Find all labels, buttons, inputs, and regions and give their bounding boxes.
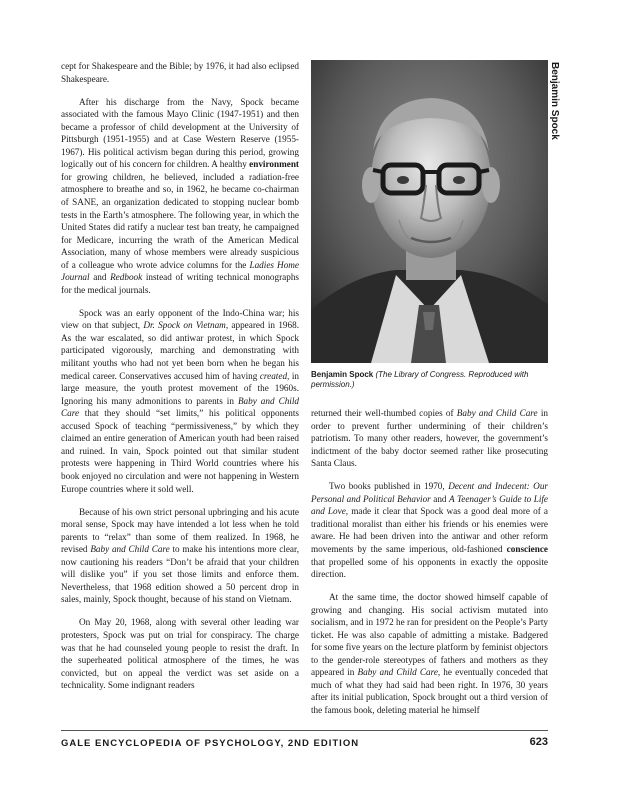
text-run: that they should “set limits,” his political opponents accused Spock of teaching “permissiveness,” by which they claimed an entire generation of American youth had been raised and ruined. In vain, Spock pointed out that similar student protests were happening in Third World countries where his book enjoyed no circulation and were not happening in Western Europe countries where it sold well. (61, 408, 299, 494)
text-run: he eventually conceded that much of what they had said had been right. In 1976, 30 years after its initial publication, Spock brought out a third version of the famous book, deleting material he himself (311, 667, 548, 716)
paragraph (61, 60, 299, 85)
italic-text: A Teenager’s Guide to Life and Love, (311, 493, 549, 517)
italic-text: Baby and Child Care, (357, 667, 441, 678)
italic-text: Dr. Spock on Vietnam (143, 320, 226, 331)
paragraph (311, 591, 548, 716)
text-run: in large measure, the youth protest movement of the 1960s. Ignoring his many admonitions to parents in (61, 370, 299, 406)
photo-caption (311, 370, 548, 390)
text-run: instead of writing technical monographs for the medical journals. (61, 272, 300, 295)
italic-text: created, (259, 370, 290, 381)
paragraph (61, 96, 299, 297)
text-run: Two books published in 1970, (329, 481, 449, 492)
footer-rule (61, 730, 548, 731)
text-run: Because of his own strict personal upbringing and his acute moral sense, Spock may have intended a lot less when he told parents to “relax” than some of them realized. In 1968, he revised (61, 506, 299, 555)
italic-text: Decent and Indecent: Our Personal and Political Behavior (311, 481, 548, 504)
running-head: Benjamin Spock (549, 62, 560, 140)
text-run: After his discharge from the Navy, Spock became associated with the famous Mayo Clinic (1947-1951) and then became a professor of child development at the University of Pittsburgh (1951-1955) and at Case Western Reserve (1955-1967). His political activism began during this period, growing logically out of his concern for children. A healthy (61, 96, 299, 170)
paragraph (311, 407, 548, 470)
caption-subject: Benjamin Spock (311, 370, 374, 379)
left-text-column (61, 60, 299, 692)
text-run: , appeared in 1968. As the war escalated, so did antiwar protest, in which Spock participated vigorously, marching and demonstrating with militant youths who had not yet been born when he began his medical career. Conservatives accused him of having (61, 320, 299, 381)
text-run: that propelled some of his opponents in exactly the opposite direction. (311, 556, 548, 580)
italic-text: Baby and Child Care (90, 544, 170, 555)
paragraph (61, 307, 299, 495)
text-run: and (430, 493, 450, 504)
text-run: in order to prevent further undermining of their children’s patriotism. To many other readers, however, the government’s indictment of the baby doctor seemed rather like prosecuting Santa Claus. (311, 408, 548, 469)
text-run: cept for Shakespeare and the Bible; by 1976, it had also eclipsed Shakespeare. (61, 61, 299, 84)
paragraph (61, 616, 299, 691)
italic-text: Baby and Child Care (61, 395, 299, 419)
text-run: made it clear that Spock was a good deal more of a traditional moralist than either his friends or his enemies were aware. He had been driven into the antiwar and other reform movements by the same imperious, old-fashioned (311, 506, 548, 554)
text-run: On May 20, 1968, along with several other leading war protesters, Spock was put on trial for conspiracy. The charge was that he had counseled young people to resist the draft. In the superheated political atmosphere of the times, he was convicted, but on appeal the verdict was set aside on a technicality. Some indignant readers (61, 617, 299, 691)
text-run: returned their well-thumbed copies of (311, 408, 457, 418)
text-run: At the same time, the doctor showed himself capable of growing and changing. His social activism mutated into socialism, and in 1972 he ran for president on the People’s Party ticket. He was also capable of admitting a mistake. Badgered for some five years on the lecture platform by feminist objectors to the gender-role stereotypes of fathers and mothers as they appeared in (311, 592, 548, 678)
italic-text: Baby and Child Care (456, 408, 538, 418)
text-run: and (89, 272, 111, 283)
portrait-photo (311, 60, 548, 363)
bold-term: conscience (506, 543, 548, 554)
italic-text: Ladies Home Journal (61, 259, 299, 283)
italic-text: Redbook (110, 272, 143, 283)
page-number: 623 (529, 736, 548, 748)
portrait-image (311, 60, 548, 363)
text-run: to make his intentions more clear, now cautioning his readers “Don’t be afraid that your children will dislike you” if you set those limits and enforce them. Nevertheless, that 1968 edition showed a 50 percent drop in sales, mainly, Spock thought, because of his stand on Vietnam. (61, 544, 300, 605)
bold-term: environment (249, 159, 299, 170)
right-text-column (311, 407, 548, 717)
paragraph (61, 506, 299, 606)
caption-credit: (The Library of Congress. Reproduced with permission.) (311, 370, 529, 389)
text-run: for growing children, he believed, included a radiation-free atmosphere to breathe and so, in 1962, he became co-chairman of SANE, an organization dedicated to stopping nuclear bomb tests in the Earth’s atmosphere. The following year, in which the United States did ratify a nuclear test ban treaty, he campaigned for Medicare, incurring the wrath of the American Medical Association, many of whose members were already suspicious of a colleague who wrote advice columns for the (61, 171, 299, 270)
footer-title: GALE ENCYCLOPEDIA OF PSYCHOLOGY, 2ND EDITION (61, 738, 360, 749)
text-run: Spock was an early opponent of the Indo-China war; his view on that subject, (61, 307, 299, 331)
paragraph (311, 480, 548, 580)
